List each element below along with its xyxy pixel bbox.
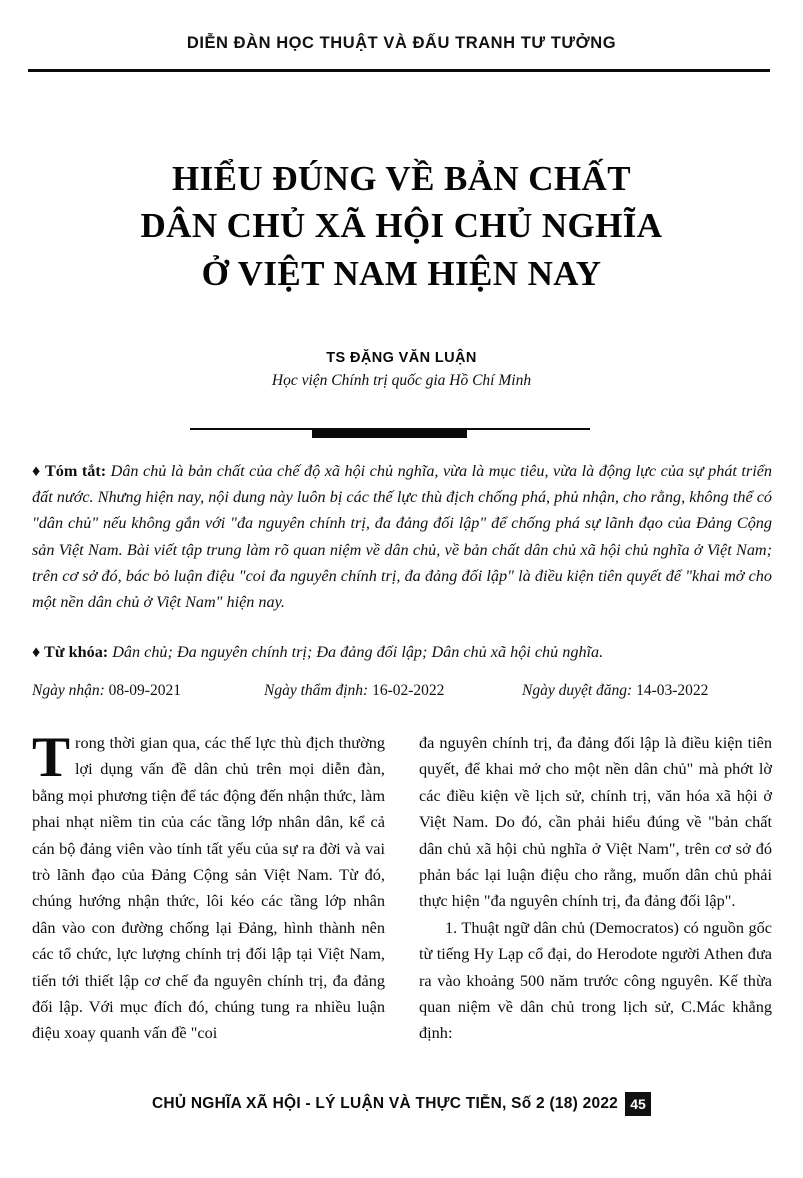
- page-number-badge: 45: [625, 1092, 651, 1116]
- keywords-text: Dân chủ; Đa nguyên chính trị; Đa đảng đối lập; Dân chủ xã hội chủ nghĩa.: [112, 643, 604, 661]
- title-line-3: Ở VIỆT NAM HIỆN NAY: [201, 253, 602, 293]
- page-title: [60, 155, 743, 297]
- date-accepted-label: Ngày duyệt đăng:: [522, 682, 633, 699]
- abstract-text: Dân chủ là bản chất của chế độ xã hội chủ nghĩa, vừa là mục tiêu, vừa là động lực của sự phát triển đất nước. Nhưng hiện nay, nội dung này luôn bị các thế lực thù địch chống phá, phủ nhận, cho rằng, không thể có "dân chủ" nếu không gắn với "đa nguyên chính trị, đa đảng đối lập" để chống phá sự lãnh đạo của Đảng Cộng sản Việt Nam. Bài viết tập trung làm rõ quan niệm về dân chủ, về bản chất dân chủ xã hội chủ nghĩa ở Việt Nam; trên cơ sở đó, bác bỏ luận điệu "coi đa nguyên chính trị, đa đảng đối lập" là điều kiện tiên quyết để "khai mở cho một nền dân chủ ở Việt Nam" hiện nay.: [32, 462, 773, 612]
- footer-journal-line: CHỦ NGHĨA XÃ HỘI - LÝ LUẬN VÀ THỰC TIỄN, Số 2 (18) 2022: [151, 1095, 619, 1112]
- ornament-bar: [312, 430, 467, 438]
- date-accepted-value: 14-03-2022: [636, 682, 709, 699]
- dates-row: [32, 682, 772, 700]
- author-block: [60, 350, 743, 390]
- title-line-1: HIỂU ĐÚNG VỀ BẢN CHẤT: [172, 159, 631, 198]
- body-paragraph: đa nguyên chính trị, đa đảng đối lập là điều kiện tiên quyết, để khai mở cho một nền dân chủ" mà phớt lờ các điều kiện về lịch sử, chính trị, văn hóa xã hội ở Việt Nam. Do đó, cần phải hiểu đúng về "bản chất dân chủ xã hội chủ nghĩa ở Việt Nam", trên cơ sở đó phản bác lại luận điệu cho rằng, muốn dân chủ phải thực hiện "đa nguyên chính trị, đa đảng đối lập".: [419, 733, 772, 911]
- body-column-right: [419, 730, 772, 1060]
- date-reviewed: [264, 682, 522, 700]
- abstract-bullet-icon: ♦ Tóm tắt:: [32, 462, 107, 480]
- date-received: [32, 682, 264, 700]
- author-name: TS ĐẶNG VĂN LUẬN: [326, 350, 477, 366]
- body-columns: [32, 726, 772, 1060]
- keywords-bullet-icon: ♦ Từ khóa:: [32, 643, 109, 661]
- body-left-text: rong thời gian qua, các thế lực thù địch thường lợi dụng vấn đề dân chủ trên mọi diễn đàn, bằng mọi phương tiện để tác động đến nhận thức, làm phai nhạt niềm tin của các tầng lớp nhân dân, kể cả cán bộ đảng viên vào tính tất yếu của sự ra đời và vai trò lãnh đạo của Đảng Cộng sản Việt Nam. Từ đó, chúng hướng nhận thức, lôi kéo các tầng lớp nhân dân vào con đường chống lại Đảng, hình thành nên các tổ chức, lực lượng chính trị đối lập tại Việt Nam, tiến tới thiết lập cơ chế đa nguyên chính trị, đa đảng đối lập. Với mục đích đó, chúng tung ra nhiều luận điệu xoay quanh vấn đề "coi: [32, 733, 385, 1043]
- drop-cap: T: [32, 726, 71, 789]
- date-reviewed-value: 16-02-2022: [372, 682, 445, 699]
- date-accepted: [522, 682, 772, 700]
- page-footer: [0, 1092, 803, 1116]
- keywords-label: Từ khóa:: [44, 643, 109, 661]
- abstract-block: [32, 458, 772, 615]
- running-head: DIỄN ĐÀN HỌC THUẬT VÀ ĐẤU TRANH TƯ TƯỞNG: [186, 34, 617, 52]
- body-paragraph: 1. Thuật ngữ dân chủ (Democratos) có nguồn gốc từ tiếng Hy Lạp cổ đại, do Herodote người Athen đưa ra vào khoảng 500 năm trước công nguyên. Kế thừa quan niệm về dân chủ trong lịch sử, C.Mác khẳng định:: [419, 917, 772, 1043]
- title-line-2: DÂN CHỦ XÃ HỘI CHỦ NGHĨA: [140, 206, 663, 246]
- date-received-value: 08-09-2021: [108, 682, 181, 699]
- abstract-label: Tóm tắt:: [44, 462, 107, 480]
- body-paragraph: [32, 726, 385, 1047]
- body-column-left: [32, 726, 385, 1060]
- header-divider-rule: [28, 69, 770, 72]
- author-affiliation: Học viện Chính trị quốc gia Hồ Chí Minh: [271, 372, 532, 389]
- keywords-block: [32, 640, 772, 666]
- date-reviewed-label: Ngày thẩm định:: [264, 682, 369, 699]
- date-received-label: Ngày nhận:: [32, 682, 105, 699]
